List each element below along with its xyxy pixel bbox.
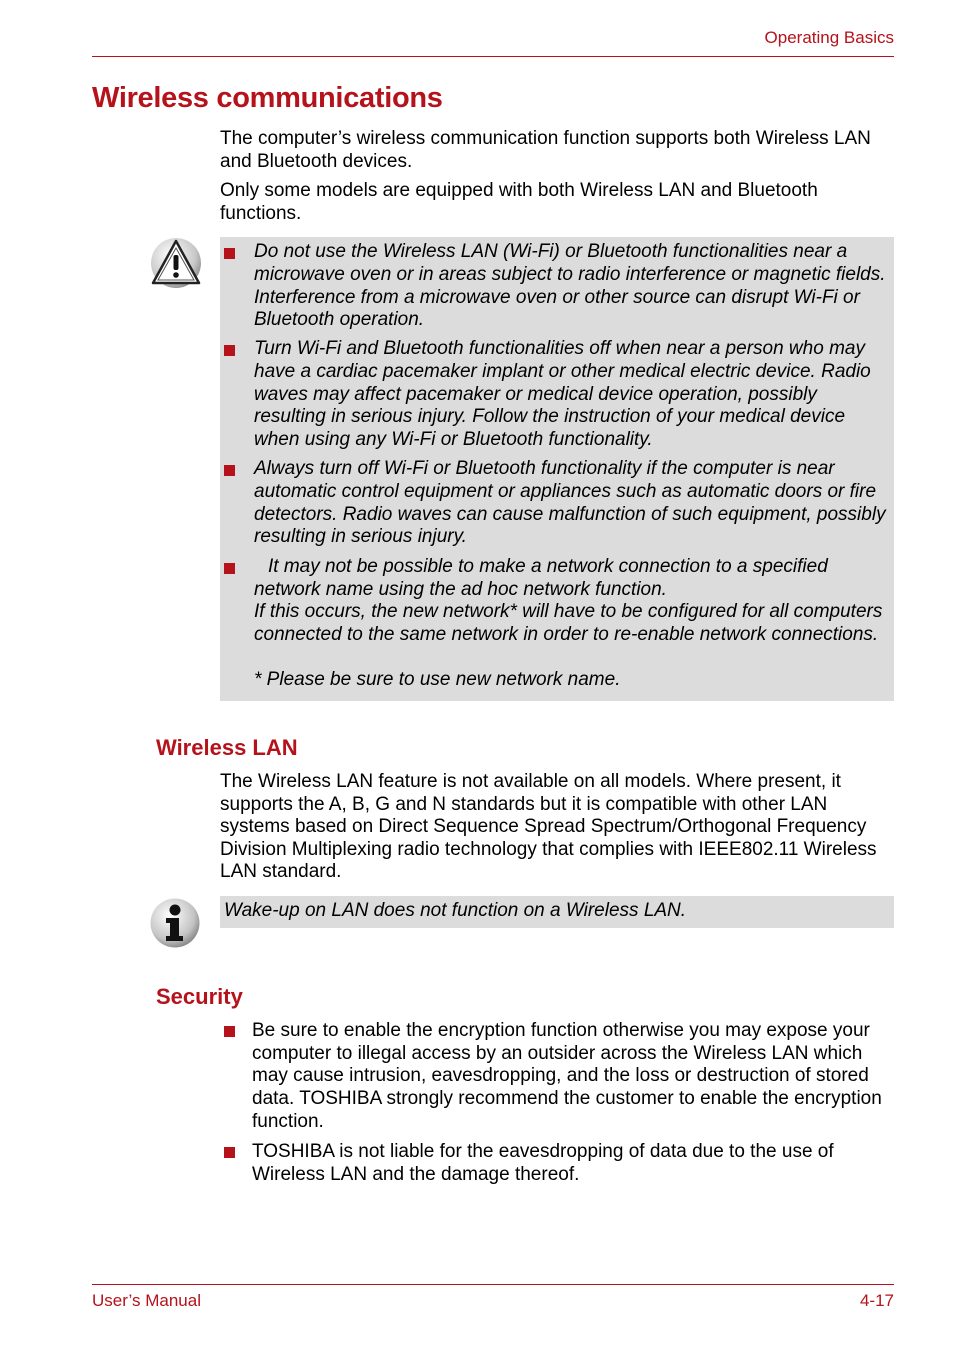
warning-triangle-icon — [150, 237, 202, 289]
caution-item-text: Turn Wi-Fi and Bluetooth functionalities off when near a person who may have a cardiac pacemaker implant or other medical electric device. Radio waves may affect pacemaker or medical device operation, possibly resulting in serious injury. Follow the instruction of your medical device when using any Wi-Fi or Bluetooth functionality. — [254, 338, 871, 451]
page-number: 4-17 — [859, 1291, 894, 1310]
bullet-square-icon — [224, 563, 235, 574]
intro-paragraph-1: The computer’s wireless communication function supports both Wireless LAN and Bluetooth devices. — [220, 128, 871, 172]
caution-item-text: It may not be possible to make a network connection to a specified network name using the ad hoc network function. — [254, 556, 828, 600]
info-icon — [150, 898, 200, 948]
caution-item-text: Do not use the Wireless LAN (Wi-Fi) or Bluetooth functionalities near a microwave oven or in areas subject to radio interference or magnetic fields. Interference from a microwave oven or other source can disrupt Wi-Fi or Bluetooth operation. — [254, 241, 886, 331]
bullet-square-icon — [224, 465, 235, 476]
bullet-square-icon — [224, 248, 235, 259]
section-heading-wireless-lan: Wireless LAN — [156, 735, 298, 760]
note-text: Wake-up on LAN does not function on a Wireless LAN. — [224, 900, 687, 921]
section-heading-security: Security — [156, 984, 243, 1009]
bullet-square-icon — [224, 1026, 235, 1037]
footer-manual-title: User’s Manual — [92, 1291, 201, 1310]
security-item-text: Be sure to enable the encryption function otherwise you may expose your computer to illegal access by an outsider across the Wireless LAN which may cause intrusion, eavesdropping, and the loss or destruction of stored data. TOSHIBA strongly recommend the customer to enable the encryption function. — [252, 1020, 882, 1132]
bullet-square-icon — [224, 1147, 235, 1158]
running-header: Operating Basics — [764, 28, 894, 47]
wireless-lan-paragraph: The Wireless LAN feature is not available on all models. Where present, it supports the A, B, G and N standards but it is compatible with other LAN systems based on Direct Sequence Spread Spectrum/Orthogonal Frequency Division Multiplexing radio technology that complies with IEEE802.11 Wireless LAN standard. — [220, 771, 877, 882]
note-box — [220, 896, 894, 928]
caution-item-continuation: If this occurs, the new network* will have to be configured for all computers connected to the same network in order to re-enable network connections. — [254, 601, 883, 645]
caution-footnote: * Please be sure to use new network name. — [254, 669, 621, 690]
intro-paragraph-2: Only some models are equipped with both Wireless LAN and Bluetooth functions. — [220, 180, 818, 224]
bullet-square-icon — [224, 345, 235, 356]
caution-box — [220, 237, 894, 701]
footer-rule — [92, 1284, 894, 1285]
header-rule — [92, 56, 894, 57]
security-item-text: TOSHIBA is not liable for the eavesdropping of data due to the use of Wireless LAN and the damage thereof. — [252, 1141, 834, 1185]
page-title: Wireless communications — [92, 82, 443, 114]
caution-item-text: Always turn off Wi-Fi or Bluetooth functionality if the computer is near automatic control equipment or appliances such as automatic doors or fire detectors. Radio waves can cause malfunction of such equipment, possibly resulting in serious injury. — [254, 458, 886, 548]
